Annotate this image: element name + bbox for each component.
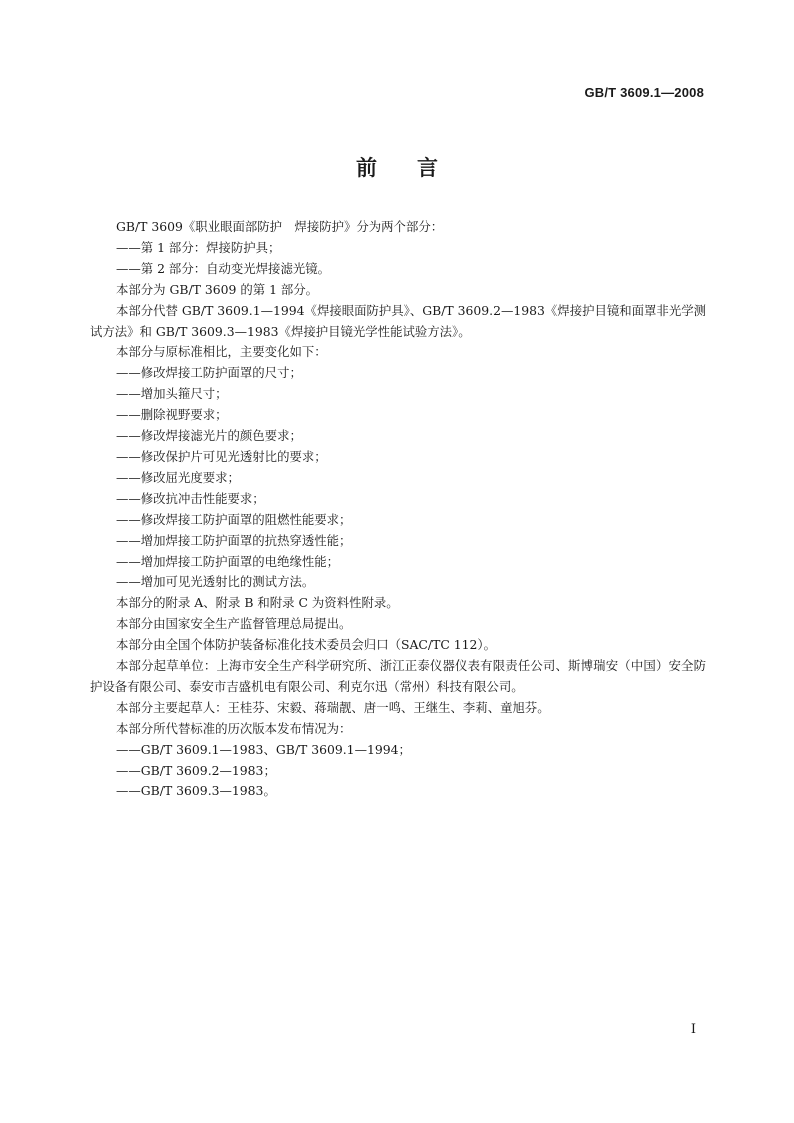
list-item: ——增加可见光透射比的测试方法。 (116, 574, 315, 590)
paragraph: 本部分代替 GB/T 3609.1—1994《焊接眼面防护具》、GB/T 3609.2—1983《焊接护目镜和面罩非光学测试方法》和 GB/T 3609.3—1983《焊接护目镜光学性能试验方法》。 (90, 302, 706, 339)
list-item: ——增加焊接工防护面罩的电绝缘性能； (116, 553, 340, 569)
page-title: 前言 (356, 156, 478, 180)
paragraph: GB/T 3609《职业眼面部防护 焊接防护》分为两个部分： (116, 219, 444, 234)
paragraph: 本部分起草单位：上海市安全生产科学研究所、浙江正泰仪器仪表有限责任公司、斯博瑞安（中国）安全防护设备有限公司、泰安市吉盛机电有限公司、利克尔迅（常州）科技有限公司。 (90, 658, 706, 694)
paragraph: 本部分为 GB/T 3609 的第 1 部分。 (116, 281, 319, 297)
list-item: ——修改屈光度要求； (116, 469, 240, 485)
list-item: ——删除视野要求； (116, 407, 228, 423)
paragraph: 本部分由全国个体防护装备标准化技术委员会归口（SAC/TC 112）。 (116, 637, 496, 653)
paragraph: 本部分由国家安全生产监督管理总局提出。 (116, 616, 352, 632)
list-item: ——修改焊接滤光片的颜色要求； (116, 428, 302, 444)
paragraph: 本部分的附录 A、附录 B 和附录 C 为资料性附录。 (116, 595, 399, 611)
paragraph: 本部分主要起草人：王桂芬、宋毅、蒋瑞靓、唐一鸣、王继生、李莉、童旭芬。 (116, 699, 550, 715)
list-item: ——修改焊接工防护面罩的阻燃性能要求； (116, 511, 352, 527)
list-item: ——修改抗冲击性能要求； (116, 490, 265, 506)
list-item: ——增加头箍尺寸； (116, 386, 228, 402)
paragraph: 本部分所代替标准的历次版本发布情况为： (116, 720, 352, 736)
list-item: ——GB/T 3609.3—1983。 (116, 783, 276, 799)
list-item: ——GB/T 3609.1—1983、GB/T 3609.1—1994； (116, 741, 411, 757)
list-item: ——修改保护片可见光透射比的要求； (116, 448, 327, 464)
list-item: ——修改焊接工防护面罩的尺寸； (116, 365, 302, 381)
list-item: ——第 2 部分：自动变光焊接滤光镜。 (116, 260, 331, 276)
paragraph: 本部分与原标准相比，主要变化如下： (116, 344, 327, 360)
standard-code: GB/T 3609.1—2008 (584, 85, 704, 100)
list-item: ——增加焊接工防护面罩的抗热穿透性能； (116, 532, 352, 548)
list-item: ——第 1 部分：焊接防护具； (116, 239, 281, 255)
page-number: I (690, 1022, 696, 1037)
foreword-body (90, 217, 706, 802)
list-item: ——GB/T 3609.2—1983； (116, 762, 276, 778)
